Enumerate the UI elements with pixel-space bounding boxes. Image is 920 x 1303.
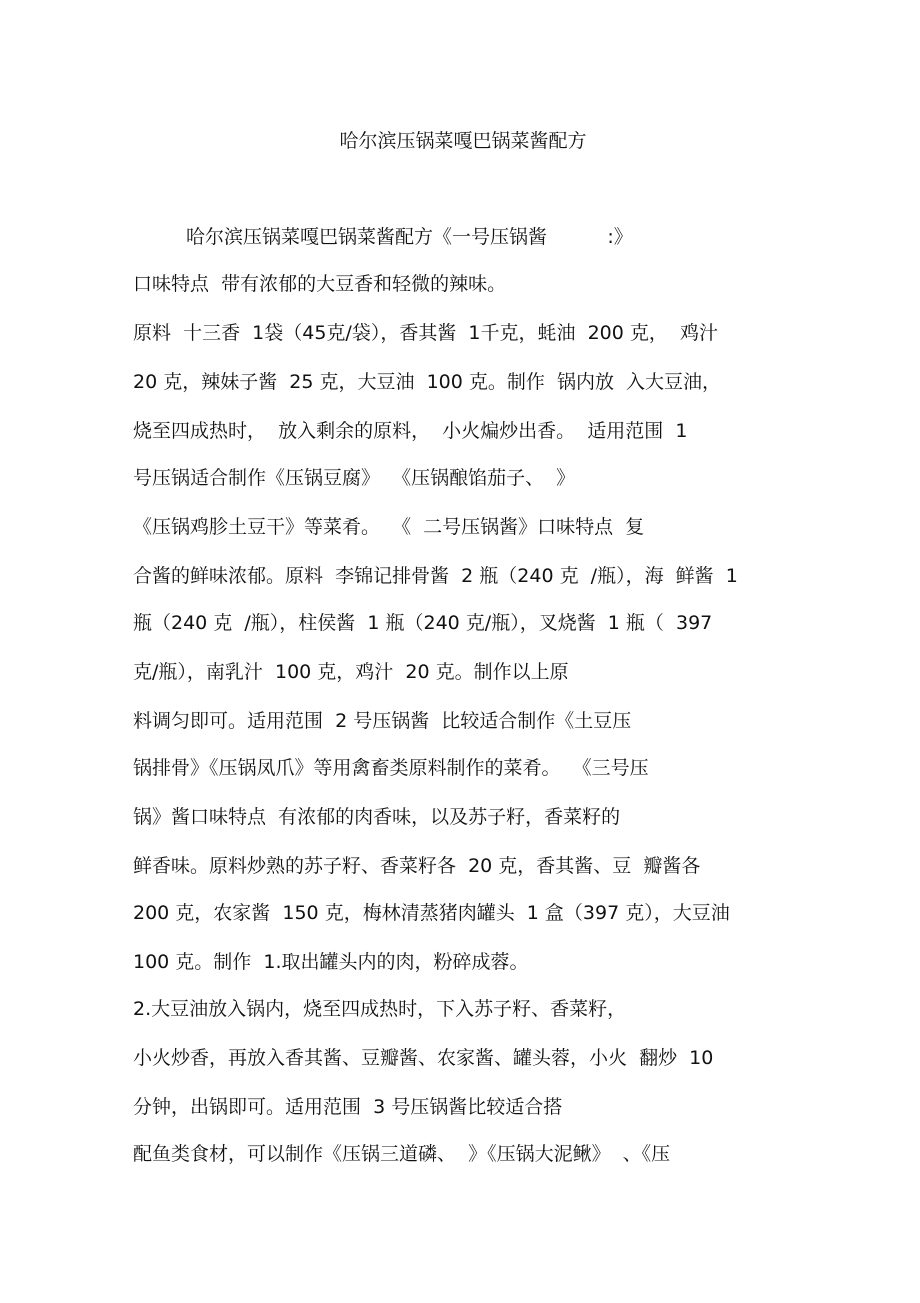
paragraph-line: 哈尔滨压锅菜嘎巴锅菜酱配方《一号压锅酱 :》 [186, 226, 633, 248]
paragraph-line: 200 克，农家酱 150 克，梅林清蒸猪肉罐头 1 盒（397 克），大豆油 [133, 902, 730, 924]
paragraph-line: 锅排骨》《压锅凤爪》等用禽畜类原料制作的菜肴。 《三号压 [133, 757, 649, 779]
paragraph-line: 克/瓶），南乳汁 100 克，鸡汁 20 克。制作以上原 [133, 661, 569, 683]
paragraph-line: 《压锅鸡胗土豆干》等菜肴。 《 二号压锅酱》口味特点 复 [133, 516, 645, 538]
paragraph-line: 号压锅适合制作《压锅豆腐》 《压锅酿馅茄子、 》 [133, 467, 576, 489]
paragraph-line: 瓶（240 克 /瓶），柱侯酱 1 瓶（240 克/瓶），叉烧酱 1 瓶（ 397 [133, 612, 713, 634]
paragraph-line: 烧至四成热时， 放入剩余的原料， 小火煸炒出香。 适用范围 1 [133, 420, 688, 442]
paragraph-line: 100 克。制作 1.取出罐头内的肉，粉碎成蓉。 [133, 951, 529, 973]
paragraph-line: 鲜香味。原料炒熟的苏子籽、香菜籽各 20 克，香其酱、豆 瓣酱各 [133, 855, 701, 877]
paragraph-line: 口味特点 带有浓郁的大豆香和轻微的辣味。 [133, 273, 507, 295]
paragraph-line: 配鱼类食材，可以制作《压锅三道磷、 》《压锅大泥鳅》 、《压 [133, 1143, 671, 1165]
paragraph-line: 2.大豆油放入锅内，烧至四成热时，下入苏子籽、香菜籽， [133, 998, 627, 1020]
paragraph-line: 小火炒香，再放入香其酱、豆瓣酱、农家酱、罐头蓉，小火 翻炒 10 [133, 1047, 714, 1069]
document-title: 哈尔滨压锅菜嘎巴锅菜酱配方 [339, 130, 587, 152]
paragraph-line: 20 克，辣妹子酱 25 克，大豆油 100 克。制作 锅内放 入大豆油， [133, 371, 722, 393]
paragraph-line: 原料 十三香 1袋（45克/袋），香其酱 1千克，蚝油 200 克， 鸡汁 [133, 322, 718, 344]
paragraph-line: 锅》酱口味特点 有浓郁的肉香味，以及苏子籽，香菜籽的 [133, 806, 621, 828]
paragraph-line: 分钟，出锅即可。适用范围 3 号压锅酱比较适合搭 [133, 1096, 563, 1118]
paragraph-line: 合酱的鲜味浓郁。原料 李锦记排骨酱 2 瓶（240 克 /瓶），海 鲜酱 1 [133, 565, 738, 587]
paragraph-line: 料调匀即可。适用范围 2 号压锅酱 比较适合制作《土豆压 [133, 710, 632, 732]
